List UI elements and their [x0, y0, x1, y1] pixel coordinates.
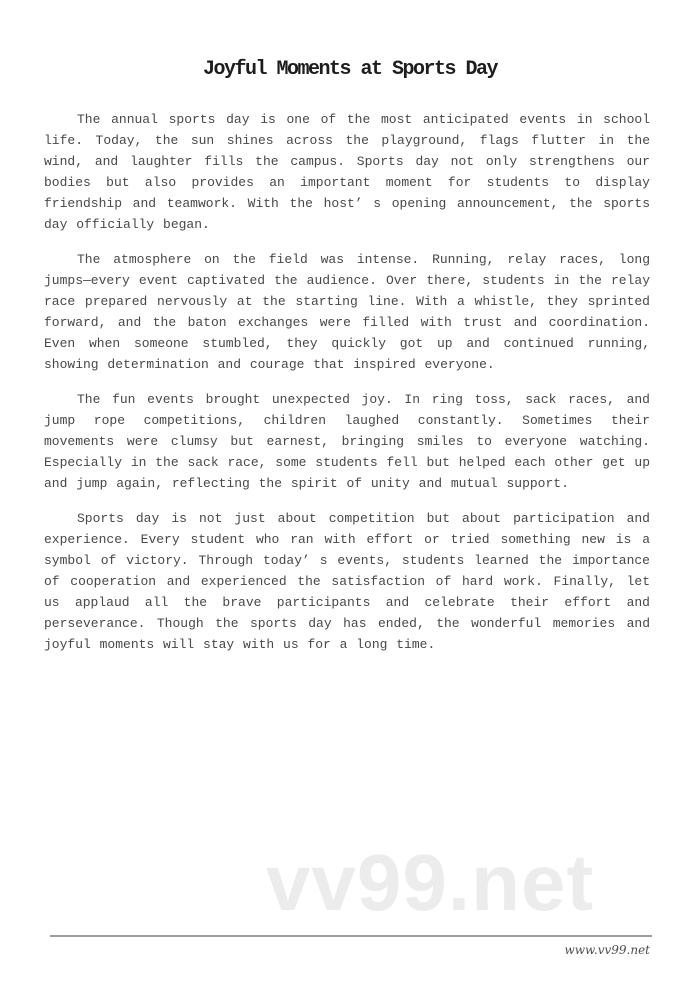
paragraph-1: The annual sports day is one of the most anticipated events in school life. Today, the sun shines across the playground, flags flutter in the wind, and laughter fills the campus. Sports day not only strengthens our bodies but also provides an important moment for students to display friendship and teamwork. With the host’ s opening announcement, the sports day officially began.: [44, 112, 650, 232]
document-title: Joyful Moments at Sports Day: [202, 58, 498, 81]
watermark-text: vv99.net: [265, 838, 595, 927]
footer-divider: [50, 935, 652, 937]
paragraph-3: The fun events brought unexpected joy. In ring toss, sack races, and jump rope competitions, children laughed constantly. Sometimes their movements were clumsy but earnest, bringing smiles to everyone watching. Especially in the sack race, some students fell but helped each other get up and jump again, reflecting the spirit of unity and mutual support.: [44, 392, 650, 491]
footer-url: www.vv99.net: [564, 943, 650, 957]
document-body: [44, 109, 650, 655]
paragraph-4: Sports day is not just about competition but about participation and experience. Every student who ran with effort or tried something new is a symbol of victory. Through today’ s events, students learned the importance of cooperation and experienced the satisfaction of hard work. Finally, let us applaud all the brave participants and celebrate their effort and perseverance. Though the sports day has ended, the wonderful memories and joyful moments will stay with us for a long time.: [44, 511, 650, 652]
paragraph-2: The atmosphere on the field was intense. Running, relay races, long jumps—every event captivated the audience. Over there, students in the relay race prepared nervously at the starting line. With a whistle, they sprinted forward, and the baton exchanges were filled with trust and coordination. Even when someone stumbled, they quickly got up and continued running, showing determination and courage that inspired everyone.: [44, 252, 650, 372]
